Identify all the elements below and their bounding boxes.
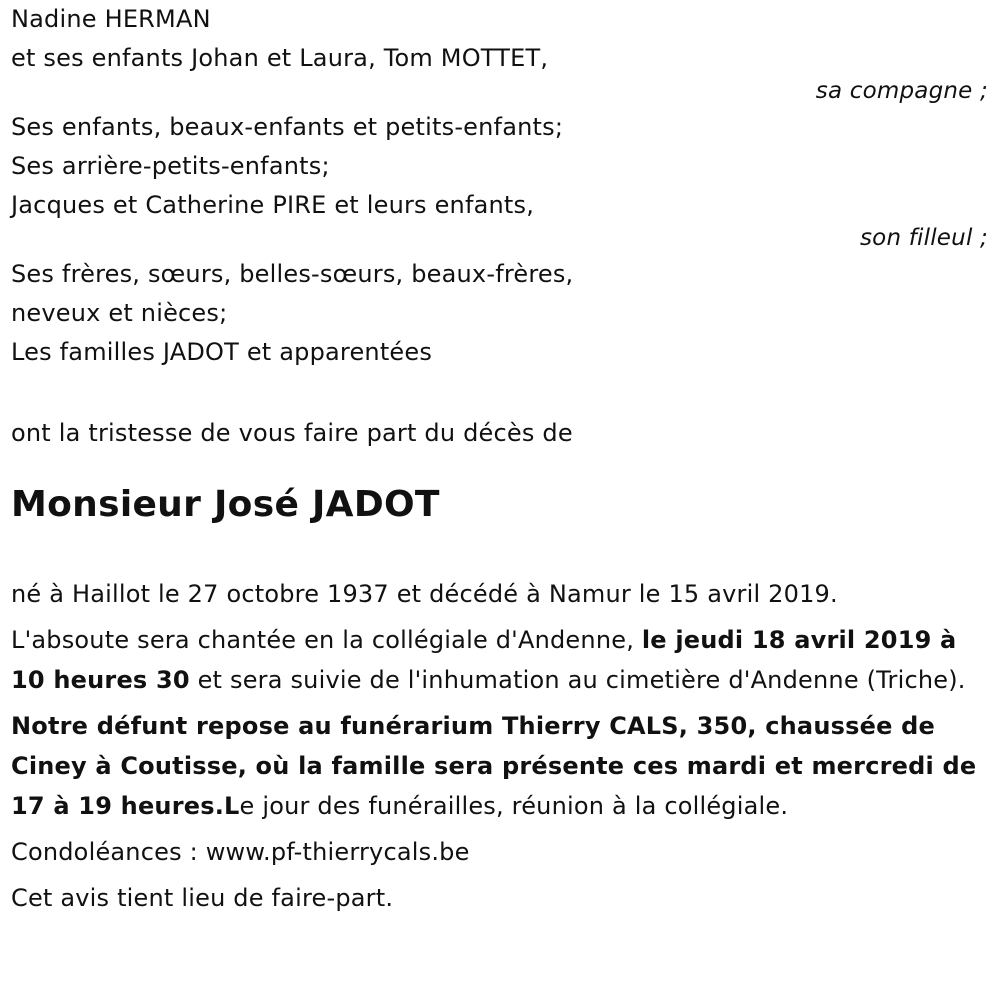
family-line-6: Ses frères, sœurs, belles-sœurs, beaux-frères, xyxy=(11,260,574,288)
role-companion: sa compagne ; xyxy=(815,78,988,104)
funeral-home-bold: Notre défunt repose au funérarium Thierry CALS, 350, chaussée de Ciney à Coutisse, où la famille sera présente ces mardi et mercredi de 17 à 19 heures.L xyxy=(11,712,977,820)
family-line-5: Jacques et Catherine PIRE et leurs enfants, xyxy=(11,191,535,219)
condolences-text: Condoléances : www.pf-thierrycals.be xyxy=(11,838,470,866)
family-line-7: neveux et nièces; xyxy=(11,299,228,327)
family-line-1: Nadine HERMAN xyxy=(11,5,211,33)
family-line-3: Ses enfants, beaux-enfants et petits-enfants; xyxy=(11,113,564,141)
family-line-8: Les familles JADOT et apparentées xyxy=(11,338,433,366)
ceremony-burial: et sera suivie de l'inhumation au cimetière d'Andenne (Triche). xyxy=(189,666,966,694)
family-line-2: et ses enfants Johan et Laura, Tom MOTTET, xyxy=(11,44,549,72)
ceremony-intro: L'absoute sera chantée en la collégiale d'Andenne, xyxy=(11,626,642,654)
announcement-text: ont la tristesse de vous faire part du décès de xyxy=(11,419,573,447)
role-godson: son filleul ; xyxy=(860,225,988,251)
funeral-home-text xyxy=(11,706,989,826)
deceased-name: Monsieur José JADOT xyxy=(11,484,440,525)
ceremony-date-time: le jeudi 18 avril 2019 à 10 heures 30 xyxy=(11,626,957,694)
ceremony-text xyxy=(11,620,989,700)
closing-text: Cet avis tient lieu de faire-part. xyxy=(11,884,394,912)
birth-death-text: né à Haillot le 27 octobre 1937 et décédé à Namur le 15 avril 2019. xyxy=(11,580,838,608)
obituary-notice xyxy=(11,0,989,918)
family-line-4: Ses arrière-petits-enfants; xyxy=(11,152,330,180)
funeral-day-info: e jour des funérailles, réunion à la collégiale. xyxy=(239,792,789,820)
